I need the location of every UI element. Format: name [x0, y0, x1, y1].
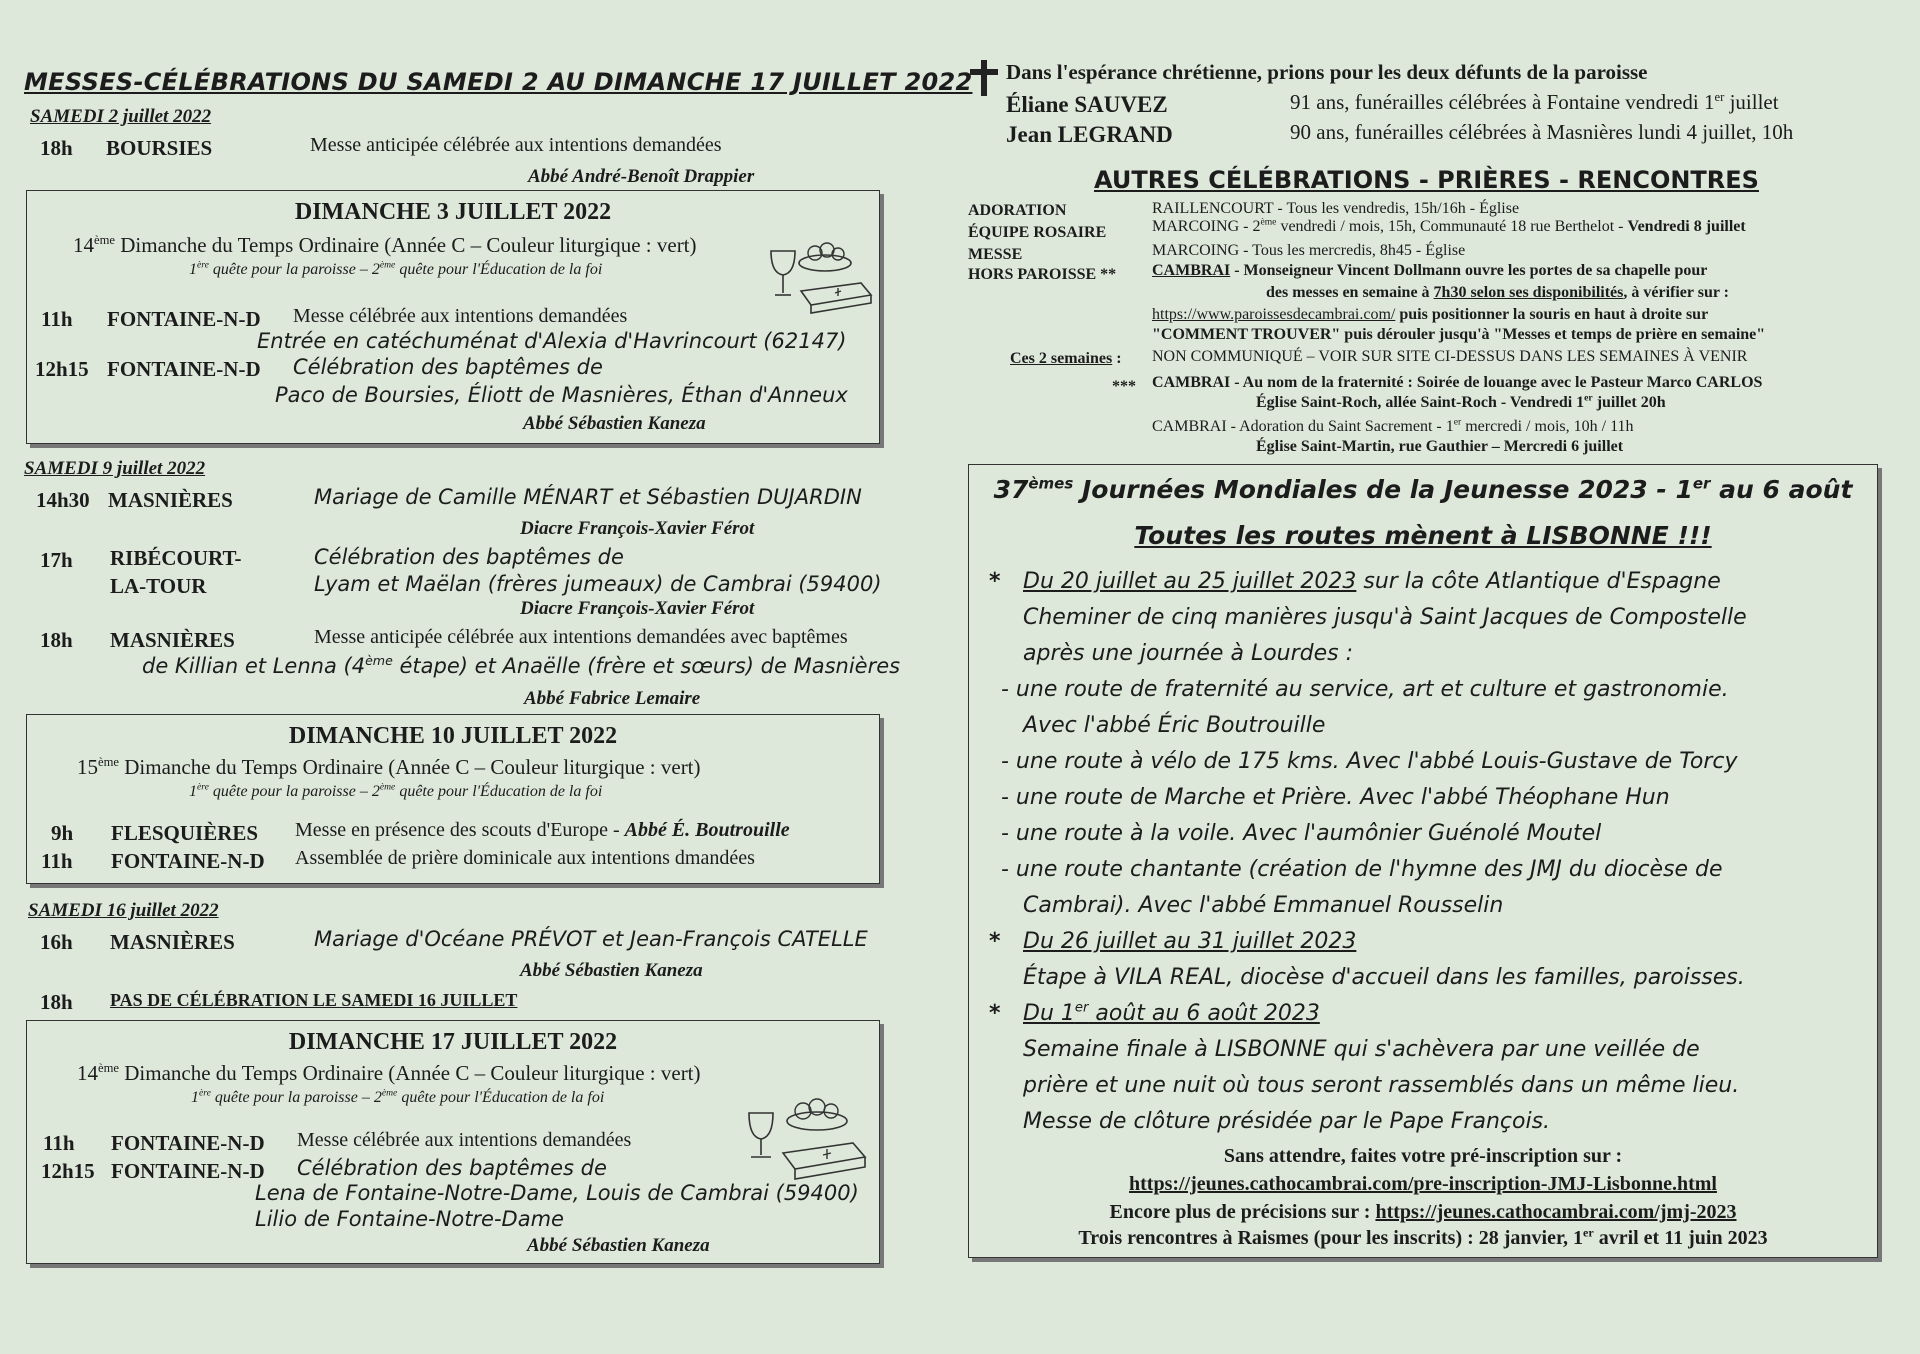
event-place: FONTAINE-N-D	[107, 357, 261, 381]
quete-line	[191, 1089, 604, 1107]
jmj-title-a: Journées Mondiales de la Jeunesse 2023 - 1	[1073, 475, 1693, 504]
detail-a: de Killian et Lenna (4	[142, 654, 366, 678]
event-detail: Entrée en catéchuménat d'Alexia d'Havrincourt (62147)	[257, 329, 847, 353]
event-text: Assemblée de prière dominicale aux intentions dmandées	[295, 847, 755, 869]
event-time: 11h	[41, 307, 73, 331]
rencontres-a: Trois rencontres à Raismes (pour les inscrits) : 28 janvier, 1	[1078, 1227, 1584, 1249]
preinscription-link[interactable]: https://jeunes.cathocambrai.com/pre-inscription-JMJ-Lisbonne.html	[1129, 1173, 1717, 1195]
event-detail	[142, 654, 900, 678]
hors-paroisse-line1	[1152, 262, 1707, 280]
quete-sup: ère	[199, 1087, 211, 1099]
event-time: 16h	[40, 930, 73, 954]
cambrai2-a: CAMBRAI - Adoration du Saint Sacrement - 1	[1152, 418, 1454, 435]
route-item: - une route à la voile. Avec l'aumônier Guénolé Moutel	[1001, 821, 1602, 846]
sunday-title: DIMANCHE 17 JUILLET 2022	[288, 1029, 618, 1055]
jmj-text: Cheminer de cinq manières jusqu'à Saint Jacques de Compostelle	[1023, 605, 1747, 630]
event-time: 12h15	[35, 357, 89, 381]
hors-text3: puis positionner la souris en haut à droite sur	[1395, 306, 1709, 323]
rencontres-text	[969, 1227, 1877, 1250]
cambrai-adoration-place: Église Saint-Martin, rue Gauthier – Mercredi 6 juillet	[1256, 438, 1624, 455]
cambrai-louange-a: CAMBRAI - Au nom de la fraternité : Soirée de louange avec le Pasteur Marco CARLOS	[1152, 374, 1763, 391]
celebrant-name: Diacre François-Xavier Férot	[520, 598, 755, 619]
celebrant-name: Abbé Sébastien Kaneza	[527, 1235, 710, 1256]
quete-b: quête pour l'Éducation de la foi	[395, 783, 603, 800]
event-time: 17h	[40, 548, 73, 572]
messe-text: MARCOING - Tous les mercredis, 8h45 - Église	[1152, 242, 1466, 259]
hors-city: CAMBRAI	[1152, 262, 1231, 279]
no-celebration-notice: PAS DE CÉLÉBRATION LE SAMEDI 16 JUILLET	[110, 990, 518, 1010]
jmj-p1-text: sur la côte Atlantique d'Espagne	[1356, 569, 1721, 594]
stars-marker: ***	[1112, 378, 1136, 395]
celebrant-name: Diacre François-Xavier Férot	[520, 518, 755, 539]
event-time: 18h	[40, 136, 73, 160]
hors-text2c: , à vérifier sur :	[1623, 284, 1729, 301]
jmj-text: Semaine finale à LISBONNE qui s'achèvera par une veillée de	[1023, 1037, 1700, 1062]
ord-text: Dimanche du Temps Ordinaire (Année C – Couleur liturgique : vert)	[118, 755, 701, 779]
event-place: FLESQUIÈRES	[111, 821, 259, 845]
sunday-box	[26, 714, 880, 884]
event-detail: Paco de Boursies, Éliott de Masnières, Éthan d'Anneux	[275, 383, 848, 407]
event-time: 11h	[43, 1131, 75, 1155]
chalice-book-icon	[763, 233, 875, 323]
route-item: - une route de fraternité au service, art et culture et gastronomie.	[1001, 677, 1729, 702]
ord-sup: ème	[98, 1061, 119, 1075]
defunt-info-b: juillet	[1724, 90, 1779, 114]
event-place: RIBÉCOURT-	[110, 546, 242, 570]
hors-text1: - Monseigneur Vincent Dollmann ouvre les portes de sa chapelle pour	[1230, 262, 1708, 279]
event-time: 18h	[40, 628, 73, 652]
cambrai-adoration	[1152, 418, 1633, 436]
celebrant-name: Abbé É. Boutrouille	[624, 819, 790, 841]
sunday-title: DIMANCHE 10 JUILLET 2022	[288, 723, 618, 749]
event-place: BOURSIES	[106, 136, 213, 160]
bullet-star: *	[989, 929, 1001, 954]
cambrai-c: juillet 20h	[1592, 394, 1666, 411]
ord-sup: ème	[94, 233, 115, 247]
cambrai-louange-place	[1256, 394, 1666, 412]
event-text: Célébration des baptêmes de	[314, 545, 624, 569]
jmj-title	[969, 475, 1877, 504]
p3-date-a: Du 1	[1023, 1001, 1075, 1026]
rosaire-date: Vendredi 8 juillet	[1627, 218, 1746, 235]
autres-title: AUTRES CÉLÉBRATIONS - PRIÈRES - RENCONTRES	[1094, 166, 1759, 194]
hors-paroisse-line3	[1152, 306, 1708, 324]
event-place: MASNIÈRES	[110, 628, 235, 652]
quete-sup: ère	[197, 259, 209, 271]
bullet-star: *	[989, 569, 1001, 594]
event-place: MASNIÈRES	[110, 930, 235, 954]
event-detail: Lyam et Maëlan (frères jumeaux) de Cambrai (59400)	[314, 572, 882, 596]
rosaire-b: vendredi / mois, 15h, Communauté 18 rue Berthelot -	[1276, 218, 1628, 235]
event-detail: Lena de Fontaine-Notre-Dame, Louis de Cambrai (59400)	[255, 1181, 859, 1205]
event-place: MASNIÈRES	[108, 488, 233, 512]
ord-number: 14	[73, 233, 94, 257]
defunt-name: Éliane SAUVEZ	[1006, 92, 1168, 117]
route-item: - une route chantante (création de l'hymne des JMJ du diocèse de	[1001, 857, 1723, 882]
route-item: - une route à vélo de 175 kms. Avec l'abbé Louis-Gustave de Torcy	[1001, 749, 1738, 774]
detail-b: étape) et Anaëlle (frère et sœurs) de Masnières	[392, 654, 901, 678]
event-place: FONTAINE-N-D	[107, 307, 261, 331]
jmj-part3-date	[1023, 1001, 1320, 1026]
event-place: FONTAINE-N-D	[111, 1159, 265, 1183]
p3-date-b: août au 6 août 2023	[1088, 1001, 1320, 1026]
adoration-label: ADORATION	[968, 202, 1067, 219]
jmj-text: Étape à VILA REAL, diocèse d'accueil dans les familles, paroisses.	[1023, 965, 1745, 990]
jmj-title-b: au 6 août	[1710, 475, 1853, 504]
rosaire-sup: ème	[1260, 216, 1277, 228]
semaines-label: Ces 2 semaines	[1010, 350, 1113, 367]
defunt-info-a: 91 ans, funérailles célébrées à Fontaine vendredi 1	[1290, 90, 1715, 114]
route-item: Avec l'abbé Éric Boutrouille	[1023, 713, 1326, 738]
bullet-star: *	[989, 1001, 1001, 1026]
day-heading: SAMEDI 16 juillet 2022	[28, 900, 219, 921]
ord-number: 15	[77, 755, 98, 779]
ordinary-time-line	[77, 755, 701, 780]
event-text: Mariage d'Océane PRÉVOT et Jean-François CATELLE	[314, 927, 868, 951]
event-text: Messe célébrée aux intentions demandées	[297, 1129, 632, 1151]
jmj-title-sup2: er	[1692, 474, 1711, 493]
quete-sup2: ème	[381, 1087, 398, 1099]
main-title: MESSES-CÉLÉBRATIONS DU SAMEDI 2 AU DIMANCHE 17 JUILLET 2022	[24, 68, 973, 96]
jmj-title-sup: èmes	[1028, 474, 1074, 493]
rencontres-sup: er	[1583, 1225, 1594, 1240]
event-time: 12h15	[41, 1159, 95, 1183]
sunday-title: DIMANCHE 3 JUILLET 2022	[294, 199, 612, 225]
event-place: LA-TOUR	[110, 574, 207, 598]
hors-paroisse-line4: "COMMENT TROUVER" puis dérouler jusqu'à "Messes et temps de prière en semaine"	[1152, 326, 1766, 343]
semaines-text: NON COMMUNIQUÉ – VOIR SUR SITE CI-DESSUS DANS LES SEMAINES À VENIR	[1152, 348, 1748, 365]
route-item: Cambrai). Avec l'abbé Emmanuel Rousselin	[1023, 893, 1504, 918]
defunts-title: Dans l'espérance chrétienne, prions pour les deux défunts de la paroisse	[1006, 60, 1648, 84]
jmj-text: Messe de clôture présidée par le Pape François.	[1023, 1109, 1551, 1134]
event-time: 9h	[51, 821, 74, 845]
defunt-name: Jean LEGRAND	[1006, 122, 1173, 147]
event-text: Célébration des baptêmes de	[293, 355, 603, 379]
quete-num: 1	[189, 261, 197, 278]
event-text: Célébration des baptêmes de	[297, 1156, 607, 1180]
cambrai-louange	[1152, 374, 1762, 392]
detail-sup: ème	[365, 653, 393, 668]
hors-paroisse-label: HORS PAROISSE **	[968, 266, 1117, 283]
hors-paroisse-line2	[1266, 284, 1729, 302]
event-text: Messe célébrée aux intentions demandées	[293, 305, 628, 327]
cross-icon	[966, 58, 1002, 98]
event-time: 11h	[41, 849, 73, 873]
jmj-box	[968, 464, 1878, 1258]
cambrai-b: Église Saint-Roch, allée Saint-Roch - Vendredi 1	[1256, 394, 1585, 411]
route-item: - une route de Marche et Prière. Avec l'abbé Théophane Hun	[1001, 785, 1670, 810]
p3-sup: er	[1074, 1000, 1089, 1016]
messe-label: MESSE	[968, 246, 1023, 263]
event-text: Messe anticipée célébrée aux intentions demandées	[310, 134, 722, 156]
event-text	[295, 819, 790, 842]
event-place: FONTAINE-N-D	[111, 1131, 265, 1155]
quete-sup: ère	[197, 781, 209, 793]
hors-text2b: 7h30 selon ses disponibilités	[1433, 284, 1624, 301]
ordinary-time-line	[77, 1061, 701, 1086]
quete-a: quête pour la paroisse – 2	[208, 261, 380, 278]
quete-line	[189, 261, 602, 279]
event-place: FONTAINE-N-D	[111, 849, 265, 873]
jmj-part1	[1023, 569, 1721, 594]
event-time: 14h30	[36, 488, 90, 512]
quete-num: 1	[189, 783, 197, 800]
celebrant-name: Abbé Fabrice Lemaire	[524, 688, 701, 709]
celebrant-name: Abbé Sébastien Kaneza	[523, 413, 706, 434]
jmj-subtitle: Toutes les routes mènent à LISBONNE !!!	[1134, 521, 1712, 550]
jmj-text: après une journée à Lourdes :	[1023, 641, 1354, 666]
sunday-box	[26, 190, 880, 444]
plus-info-row	[969, 1201, 1877, 1224]
rosaire-label: ÉQUIPE ROSAIRE	[968, 224, 1107, 241]
jmj-link[interactable]: https://jeunes.cathocambrai.com/jmj-2023	[1375, 1201, 1737, 1223]
ord-text: Dimanche du Temps Ordinaire (Année C – Couleur liturgique : vert)	[118, 1061, 701, 1085]
ord-text: Dimanche du Temps Ordinaire (Année C – Couleur liturgique : vert)	[114, 233, 697, 257]
day-heading: SAMEDI 2 juillet 2022	[30, 106, 212, 127]
day-heading: SAMEDI 9 juillet 2022	[24, 458, 206, 479]
semaines-colon: :	[1112, 350, 1122, 367]
celebrant-name: Abbé André-Benoît Drappier	[528, 166, 755, 187]
rosaire-a: MARCOING - 2	[1152, 218, 1261, 235]
quete-line	[189, 783, 602, 801]
quete-sup2: ème	[379, 259, 396, 271]
adoration-text: RAILLENCOURT - Tous les vendredis, 15h/16h - Église	[1152, 200, 1520, 217]
defunt-info: 90 ans, funérailles célébrées à Masnières lundi 4 juillet, 10h	[1290, 120, 1794, 144]
ord-sup: ème	[98, 755, 119, 769]
celebrant-name: Abbé Sébastien Kaneza	[520, 960, 703, 981]
quete-sup2: ème	[379, 781, 396, 793]
plus-info-text: Encore plus de précisions sur :	[1109, 1201, 1376, 1223]
quete-b: quête pour l'Éducation de la foi	[397, 1089, 605, 1106]
quete-num: 1	[191, 1089, 199, 1106]
rencontres-b: avril et 11 juin 2023	[1593, 1227, 1768, 1249]
defunt-info	[1290, 90, 1779, 115]
semaines-label-row	[1010, 350, 1122, 368]
jmj-text: prière et une nuit où tous seront rassemblés dans un même lieu.	[1023, 1073, 1740, 1098]
preinscription-text: Sans attendre, faites votre pré-inscription sur :	[1223, 1145, 1623, 1167]
event-time: 18h	[40, 990, 73, 1014]
paroisses-link[interactable]: https://www.paroissesdecambrai.com/	[1152, 306, 1396, 323]
ord-number: 14	[77, 1061, 98, 1085]
sunday-box	[26, 1020, 880, 1264]
event-detail: Lilio de Fontaine-Notre-Dame	[255, 1207, 564, 1231]
quete-a: quête pour la paroisse – 2	[208, 783, 380, 800]
ordinary-time-line	[73, 233, 697, 258]
quete-a: quête pour la paroisse – 2	[210, 1089, 382, 1106]
event-text-a: Messe en présence des scouts d'Europe -	[295, 819, 625, 841]
defunt-info-sup: er	[1714, 90, 1725, 104]
jmj-p1-date: Du 20 juillet au 25 juillet 2023	[1023, 569, 1357, 594]
jmj-part2-date: Du 26 juillet au 31 juillet 2023	[1023, 929, 1357, 954]
cambrai-sup: er	[1584, 392, 1593, 404]
rosaire-text	[1152, 218, 1746, 236]
jmj-title-num: 37	[993, 475, 1029, 504]
event-text: Messe anticipée célébrée aux intentions demandées avec baptêmes	[314, 626, 848, 648]
cambrai2-sup: er	[1453, 416, 1462, 428]
quete-b: quête pour l'Éducation de la foi	[395, 261, 603, 278]
chalice-book-icon	[743, 1089, 873, 1187]
event-text: Mariage de Camille MÉNART et Sébastien DUJARDIN	[314, 485, 862, 509]
cambrai2-b: mercredi / mois, 10h / 11h	[1461, 418, 1634, 435]
hors-text2a: des messes en semaine à	[1266, 284, 1434, 301]
